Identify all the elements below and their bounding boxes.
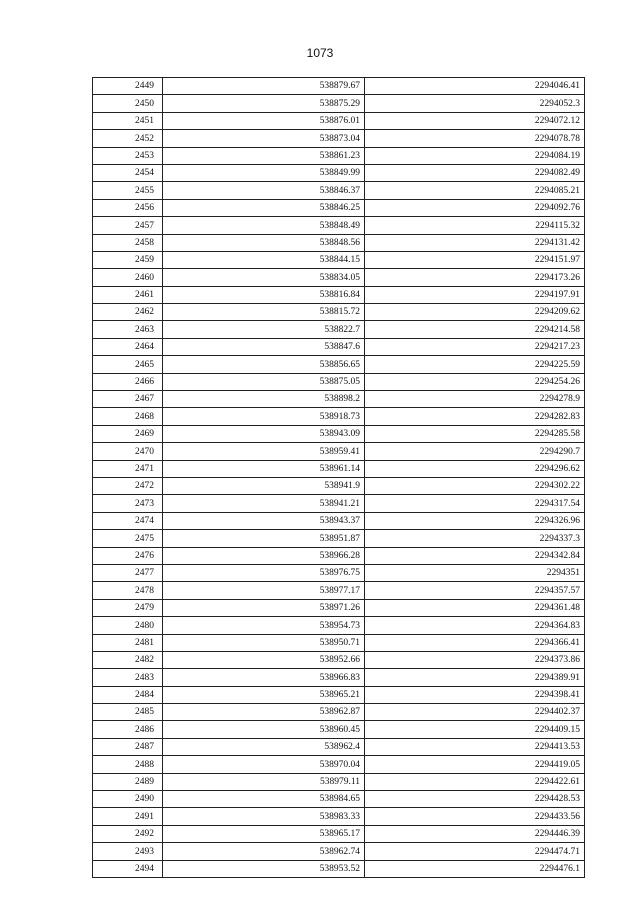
x-coordinate-cell: 538848.49 [163,217,365,234]
point-number-cell: 2454 [93,164,163,181]
y-coordinate-cell: 2294197.91 [365,286,585,303]
table-row [93,843,585,860]
y-coordinate-cell: 2294402.37 [365,704,585,721]
y-coordinate-cell: 2294046.41 [365,78,585,95]
point-number-cell: 2464 [93,338,163,355]
point-number-cell: 2474 [93,512,163,529]
table-row [93,477,585,494]
point-number-cell: 2455 [93,182,163,199]
table-row [93,773,585,790]
y-coordinate-cell: 2294342.84 [365,547,585,564]
point-number-cell: 2479 [93,599,163,616]
y-coordinate-cell: 2294254.26 [365,373,585,390]
x-coordinate-cell: 538848.56 [163,234,365,251]
table-row [93,686,585,703]
point-number-cell: 2488 [93,756,163,773]
y-coordinate-cell: 2294217.23 [365,338,585,355]
table-row [93,564,585,581]
y-coordinate-cell: 2294078.78 [365,130,585,147]
y-coordinate-cell: 2294290.7 [365,443,585,460]
table-row [93,721,585,738]
table-row [93,164,585,181]
table-row [93,634,585,651]
y-coordinate-cell: 2294296.62 [365,460,585,477]
point-number-cell: 2483 [93,669,163,686]
point-number-cell: 2491 [93,808,163,825]
point-number-cell: 2462 [93,304,163,321]
x-coordinate-cell: 538950.71 [163,634,365,651]
table-row [93,425,585,442]
point-number-cell: 2453 [93,147,163,164]
x-coordinate-cell: 538966.83 [163,669,365,686]
point-number-cell: 2490 [93,791,163,808]
table-row [93,825,585,842]
table-row [93,199,585,216]
y-coordinate-cell: 2294409.15 [365,721,585,738]
y-coordinate-cell: 2294225.59 [365,356,585,373]
point-number-cell: 2452 [93,130,163,147]
x-coordinate-cell: 538954.73 [163,617,365,634]
x-coordinate-cell: 538816.84 [163,286,365,303]
x-coordinate-cell: 538815.72 [163,304,365,321]
y-coordinate-cell: 2294214.58 [365,321,585,338]
table-row [93,860,585,877]
y-coordinate-cell: 2294317.54 [365,495,585,512]
y-coordinate-cell: 2294351 [365,564,585,581]
x-coordinate-cell: 538965.17 [163,825,365,842]
point-number-cell: 2480 [93,617,163,634]
table-row [93,512,585,529]
y-coordinate-cell: 2294337.3 [365,530,585,547]
y-coordinate-cell: 2294209.62 [365,304,585,321]
x-coordinate-cell: 538943.37 [163,512,365,529]
x-coordinate-cell: 538960.45 [163,721,365,738]
y-coordinate-cell: 2294476.1 [365,860,585,877]
x-coordinate-cell: 538953.52 [163,860,365,877]
y-coordinate-cell: 2294366.41 [365,634,585,651]
point-number-cell: 2463 [93,321,163,338]
point-number-cell: 2476 [93,547,163,564]
table-row [93,408,585,425]
x-coordinate-cell: 538941.9 [163,477,365,494]
coordinate-table [92,77,585,878]
x-coordinate-cell: 538962.4 [163,738,365,755]
table-row [93,147,585,164]
x-coordinate-cell: 538898.2 [163,391,365,408]
table-row [93,756,585,773]
x-coordinate-cell: 538951.87 [163,530,365,547]
x-coordinate-cell: 538976.75 [163,564,365,581]
x-coordinate-cell: 538961.14 [163,460,365,477]
y-coordinate-cell: 2294433.56 [365,808,585,825]
x-coordinate-cell: 538856.65 [163,356,365,373]
x-coordinate-cell: 538876.01 [163,112,365,129]
x-coordinate-cell: 538875.29 [163,95,365,112]
y-coordinate-cell: 2294357.57 [365,582,585,599]
y-coordinate-cell: 2294282.83 [365,408,585,425]
table-row [93,582,585,599]
y-coordinate-cell: 2294361.48 [365,599,585,616]
table-row [93,112,585,129]
point-number-cell: 2449 [93,78,163,95]
y-coordinate-cell: 2294082.49 [365,164,585,181]
y-coordinate-cell: 2294151.97 [365,251,585,268]
x-coordinate-cell: 538977.17 [163,582,365,599]
table-row [93,495,585,512]
y-coordinate-cell: 2294131.42 [365,234,585,251]
x-coordinate-cell: 538979.11 [163,773,365,790]
y-coordinate-cell: 2294092.76 [365,199,585,216]
point-number-cell: 2457 [93,217,163,234]
coordinate-table-body [93,78,585,878]
table-row [93,356,585,373]
point-number-cell: 2486 [93,721,163,738]
table-row [93,95,585,112]
table-row [93,651,585,668]
table-row [93,460,585,477]
point-number-cell: 2478 [93,582,163,599]
table-row [93,443,585,460]
point-number-cell: 2459 [93,251,163,268]
table-row [93,217,585,234]
point-number-cell: 2468 [93,408,163,425]
point-number-cell: 2472 [93,477,163,494]
y-coordinate-cell: 2294085.21 [365,182,585,199]
point-number-cell: 2466 [93,373,163,390]
table-row [93,547,585,564]
table-row [93,182,585,199]
table-row [93,617,585,634]
point-number-cell: 2475 [93,530,163,547]
x-coordinate-cell: 538834.05 [163,269,365,286]
y-coordinate-cell: 2294446.39 [365,825,585,842]
point-number-cell: 2461 [93,286,163,303]
table-row [93,530,585,547]
y-coordinate-cell: 2294419.05 [365,756,585,773]
table-row [93,130,585,147]
table-row [93,269,585,286]
x-coordinate-cell: 538846.25 [163,199,365,216]
y-coordinate-cell: 2294072.12 [365,112,585,129]
table-row [93,321,585,338]
x-coordinate-cell: 538861.23 [163,147,365,164]
point-number-cell: 2467 [93,391,163,408]
x-coordinate-cell: 538943.09 [163,425,365,442]
y-coordinate-cell: 2294364.83 [365,617,585,634]
page-number: 1073 [306,46,334,60]
point-number-cell: 2485 [93,704,163,721]
x-coordinate-cell: 538970.04 [163,756,365,773]
y-coordinate-cell: 2294052.3 [365,95,585,112]
x-coordinate-cell: 538962.87 [163,704,365,721]
point-number-cell: 2494 [93,860,163,877]
point-number-cell: 2451 [93,112,163,129]
table-row [93,373,585,390]
table-row [93,234,585,251]
x-coordinate-cell: 538879.67 [163,78,365,95]
x-coordinate-cell: 538965.21 [163,686,365,703]
x-coordinate-cell: 538846.37 [163,182,365,199]
table-row [93,599,585,616]
y-coordinate-cell: 2294115.32 [365,217,585,234]
x-coordinate-cell: 538847.6 [163,338,365,355]
table-row [93,704,585,721]
x-coordinate-cell: 538918.73 [163,408,365,425]
x-coordinate-cell: 538959.41 [163,443,365,460]
point-number-cell: 2470 [93,443,163,460]
table-row [93,738,585,755]
x-coordinate-cell: 538971.26 [163,599,365,616]
y-coordinate-cell: 2294084.19 [365,147,585,164]
point-number-cell: 2450 [93,95,163,112]
point-number-cell: 2484 [93,686,163,703]
y-coordinate-cell: 2294474.71 [365,843,585,860]
table-row [93,251,585,268]
y-coordinate-cell: 2294398.41 [365,686,585,703]
point-number-cell: 2471 [93,460,163,477]
y-coordinate-cell: 2294413.53 [365,738,585,755]
y-coordinate-cell: 2294302.22 [365,477,585,494]
point-number-cell: 2469 [93,425,163,442]
table-row [93,391,585,408]
y-coordinate-cell: 2294428.53 [365,791,585,808]
x-coordinate-cell: 538984.65 [163,791,365,808]
y-coordinate-cell: 2294373.86 [365,651,585,668]
y-coordinate-cell: 2294285.58 [365,425,585,442]
y-coordinate-cell: 2294422.61 [365,773,585,790]
point-number-cell: 2487 [93,738,163,755]
point-number-cell: 2477 [93,564,163,581]
x-coordinate-cell: 538966.28 [163,547,365,564]
x-coordinate-cell: 538822.7 [163,321,365,338]
table-row [93,78,585,95]
y-coordinate-cell: 2294278.9 [365,391,585,408]
table-row [93,808,585,825]
point-number-cell: 2482 [93,651,163,668]
point-number-cell: 2489 [93,773,163,790]
x-coordinate-cell: 538941.21 [163,495,365,512]
point-number-cell: 2473 [93,495,163,512]
table-row [93,791,585,808]
point-number-cell: 2456 [93,199,163,216]
point-number-cell: 2465 [93,356,163,373]
x-coordinate-cell: 538962.74 [163,843,365,860]
x-coordinate-cell: 538849.99 [163,164,365,181]
table-row [93,669,585,686]
point-number-cell: 2460 [93,269,163,286]
point-number-cell: 2481 [93,634,163,651]
x-coordinate-cell: 538983.33 [163,808,365,825]
table-row [93,338,585,355]
x-coordinate-cell: 538952.66 [163,651,365,668]
point-number-cell: 2492 [93,825,163,842]
x-coordinate-cell: 538875.05 [163,373,365,390]
point-number-cell: 2458 [93,234,163,251]
y-coordinate-cell: 2294389.91 [365,669,585,686]
point-number-cell: 2493 [93,843,163,860]
table-row [93,286,585,303]
x-coordinate-cell: 538873.04 [163,130,365,147]
y-coordinate-cell: 2294326.96 [365,512,585,529]
y-coordinate-cell: 2294173.26 [365,269,585,286]
x-coordinate-cell: 538844.15 [163,251,365,268]
table-row [93,304,585,321]
